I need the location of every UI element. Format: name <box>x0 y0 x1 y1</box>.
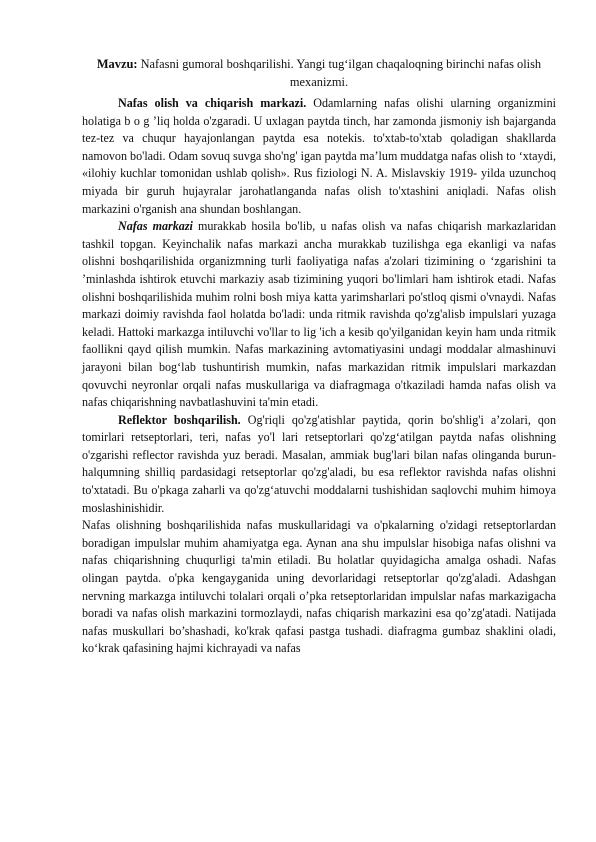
paragraph-heading: Nafas markazi <box>118 219 193 234</box>
paragraph-respiratory-center <box>82 95 556 218</box>
paragraph-receptor-impulses <box>82 517 556 658</box>
paragraph-text: Nafas olishning boshqarilishida nafas muskullaridagi va o'pkalarning o'zidagi retseptorlardan boradigan impulslar muhim ahamiyatga ega. Aynan ana shu impulslar hisobiga nafas olishni va nafas chiqarishning chuqurligi ta'min etiladi. Bu holatlar quyidagicha amalga oshadi. Nafas olingan paytda. o'pka kengayganida uning devorlaridagi retseptorlar qo'zg'aladi. Adashgan nervning markazga intiluvchi tolalari orqali o’pka retseptorlaridan impulslar nafas markazigacha boradi va nafas olish markazini tormozlaydi, nafas chiqarish markazini esa qo’zg'atadi. Natijada nafas muskullari bo’shashadi, ko'krak qafasi pastga tushadi. diafragma gumbaz shaklini oladi, ko‘krak qafasining hajmi kichrayadi va nafas <box>82 518 556 656</box>
paragraph-heading: Nafas olish va chiqarish markazi. <box>118 96 307 110</box>
paragraph-reflex-regulation <box>82 412 556 518</box>
paragraph-text: Odamlarning nafas olishi ularning organizmini holatiga b o g ’liq holda o'zgaradi. U uxlagan paytda tinch, har zamonda jismoniy ish bajarganda tez-tez va chuqur hayajonlangan paytda esa notekis. to'xtab-to'xtab qoladigan shakllarda namovon bo'ladi. Odam sovuq suvga sho'ng' igan paytda ma’lum muddatga nafas olish to ‘xtaydi, «ilohiy kuchlar tomonidan ushlab qolish». Rus fiziologi N. A. Mislavskiy 1919- yilda uzunchoq miyada bir guruh hujayralar jarohatlanganda nafas olish to'xtashini aniqladi. Nafas olish markazini o'rganish ana shundan boshlangan. <box>82 96 556 216</box>
paragraph-text: murakkab hosila bo'lib, u nafas olish va nafas chiqarish markazlaridan tashkil topgan. Keyinchalik nafas markazi ancha murakkab tuzilishga ega ekanligi va nafas olishni boshqarilishida organizmning turli faoliyatiga nafas a'zolari tizimining o ‘zgarishini ta ’minlashda ishtirok etuvchi markaziy asab tizimining yuqori bo'limlari ham ishtirok etadi. Nafas olishni boshqarilishida muhim rolni bosh miya katta yarimsharlari po'stloq qismi o'vnaydi. Nafas markazi doimiy ravishda faol holatda bo'ladi: unda ritmik ravishda qo'zg'alisb impulslari yuzaga keladi. Hattoki markazga intiluvchi vo'llar to lig 'ich a kesib qo'yilganidan keyin ham unda ritmik faollikni qayd qilish mumkin. Nafas markazining avtomatiyasini undagi moddalar almashinuvi jarayoni bilan bog‘lab tushuntirish mumkin, nafas markazidan ritmik impulslari markazdan qovuvchi neyronlar orqali nafas muskullariga va diafragmaga o'tkaziladi hamda nafas olish va nafas chiqarishning navbatlashuvini ta'min etadi. <box>82 219 556 410</box>
paragraph-text: Og'riqli qo'zg'atishlar paytida, qorin bo'shlig'i a’zolari, qon tomirlari retseptorlari, teri, nafas yo'l lari retseptorlari qo'zg‘atilgan paytda nafas olishning o'zgarishi reflector ravishda yuz beradi. Masalan, ammiak bug'lari bilan nafas olinganda burun-halqumning shilliq pardasidagi retseptorlar qo'zg'aladi, bu esa reflektor ravishda nafas olishni to'xtatadi. Bu o'pkaga zaharli va qo'zg‘atuvchi moddalarni tushishidan saqlovchi muhim himoya moslashinishidir. <box>82 412 557 515</box>
title-text: Nafasni gumoral boshqarilishi. Yangi tug‘ilgan chaqaloqning birinchi nafas olish mexanizmi. <box>137 57 542 89</box>
paragraph-heading: Reflektor boshqarilish. <box>118 412 241 427</box>
page-title <box>82 56 556 91</box>
paragraph-nafas-markazi <box>82 218 556 412</box>
title-label: Mavzu: <box>96 57 138 71</box>
